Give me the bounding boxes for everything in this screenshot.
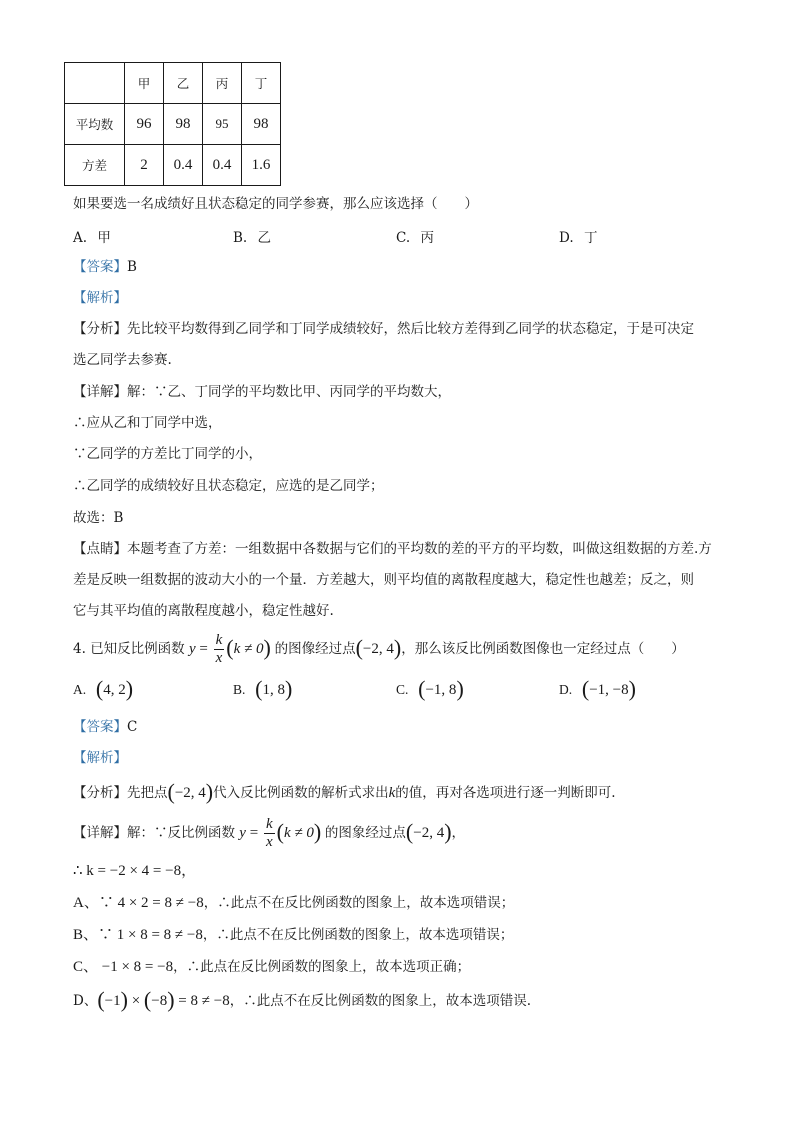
factor: −1 <box>104 993 121 1009</box>
func-eq: = <box>249 824 259 841</box>
check-math: A、∵ 4 × 2 = 8 ≠ −8 <box>73 895 204 911</box>
table-header-cell: 丁 <box>242 63 281 104</box>
q4-option-a: A. (4, 2) <box>73 676 134 701</box>
option-text: −1, −8 <box>589 682 629 698</box>
option-letter: B. <box>233 230 248 246</box>
func-condition: k ≠ 0 <box>233 640 264 657</box>
option-letter: C. <box>396 230 411 246</box>
option-letter: C. <box>396 682 409 697</box>
table-cell: 98 <box>164 104 203 145</box>
q3-option-d <box>559 226 597 246</box>
func-y: y <box>188 640 196 657</box>
table-header-row <box>65 63 281 104</box>
table-row-label: 方差 <box>65 145 125 186</box>
table-row-label: 平均数 <box>65 104 125 145</box>
fenxi-tag: 【分析】 <box>73 785 127 801</box>
table-cell: 96 <box>125 104 164 145</box>
analysis-tag: 【解析】 <box>73 750 127 766</box>
table-cell: 98 <box>242 104 281 145</box>
q4-stem <box>73 632 685 667</box>
option-text: 1, 8 <box>262 682 285 698</box>
fraction-numerator: k <box>265 816 273 832</box>
q3-option-a <box>73 226 111 246</box>
point-value: −2, 4 <box>362 640 394 657</box>
option-letter: A. <box>73 230 88 246</box>
table-corner-cell <box>65 63 125 104</box>
fenxi-text: 代入反比例函数的解析式求出 <box>213 785 389 801</box>
xiangjie-text: 解：∵乙、丁同学的平均数比甲、丙同学的平均数大， <box>127 384 451 400</box>
q3-solution-line: ∴乙同学的成绩较好且状态稳定，应选的是乙同学； <box>73 478 384 494</box>
point-value: −2, 4 <box>413 824 445 841</box>
fraction <box>214 632 225 667</box>
fenxi-text: 先把点 <box>127 785 168 801</box>
check-prefix: D、 <box>73 993 98 1009</box>
fenxi-text: 的值，再对各选项进行逐一判断即可. <box>395 785 616 801</box>
fraction <box>264 816 275 851</box>
q4-xiangjie-line <box>73 816 465 851</box>
answer-tag: 【答案】 <box>73 719 127 735</box>
table-row <box>65 145 281 186</box>
table-header-cell: 丙 <box>203 63 242 104</box>
table-row <box>65 104 281 145</box>
xiangjie-tag: 【详解】 <box>73 384 127 400</box>
q4-k-line: ∴ k = −2 × 4 = −8， <box>73 863 197 879</box>
func-condition: k ≠ 0 <box>283 824 314 841</box>
xiangjie-tag: 【详解】 <box>73 824 127 841</box>
fraction-numerator: k <box>215 632 223 648</box>
check-math: (−1) × (−8) = 8 ≠ −8 <box>97 987 230 1012</box>
check-text: ，∴此点在反比例函数的图象上，故本选项正确； <box>173 959 471 975</box>
point: (−2, 4) <box>167 779 214 804</box>
table-cell: 1.6 <box>242 145 281 186</box>
func-eq: = <box>199 640 208 657</box>
table-cell: 2 <box>125 145 164 186</box>
function-formula: y = $\frac{k}{x}$ (k ≠ 0) <box>188 632 271 666</box>
q4-option-b: B. (1, 8) <box>233 676 293 701</box>
q4-check-a <box>73 893 514 913</box>
table-cell: 95 <box>203 104 242 145</box>
q4-answer <box>73 717 137 737</box>
q3-option-c <box>396 226 434 246</box>
option-text: 甲 <box>97 230 111 246</box>
fenxi-tag: 【分析】 <box>73 321 127 337</box>
times-sign: × <box>127 993 144 1009</box>
point-value: −2, 4 <box>174 785 206 801</box>
fraction-denominator: x <box>215 650 223 666</box>
option-text: 丙 <box>420 230 434 246</box>
answer-tag: 【答案】 <box>73 259 127 275</box>
q4-option-d: D. (−1, −8) <box>559 676 636 701</box>
option-text: 丁 <box>583 230 598 246</box>
option-letter: A. <box>73 682 87 697</box>
punctuation: ， <box>451 824 466 841</box>
variable-k: k <box>388 785 396 801</box>
fenxi-text: 先比较平均数得到乙同学和丁同学成绩较好，然后比较方差得到乙同学的状态稳定，于是可决定 <box>127 321 694 337</box>
dianjing-tag: 【点睛】 <box>73 541 127 557</box>
check-text: ，∴此点不在反比例函数的图象上，故本选项错误. <box>229 993 531 1009</box>
equation-rest: = 8 ≠ −8 <box>174 993 230 1009</box>
q3-answer <box>73 257 137 277</box>
option-letter: D. <box>559 230 574 246</box>
q3-question: 如果要选一名成绩好且状态稳定的同学参赛，那么应该选择（ ） <box>73 196 478 212</box>
option-text: 4, 2 <box>103 682 126 698</box>
q3-analysis-heading <box>73 288 127 308</box>
option-text: −1, 8 <box>425 682 457 698</box>
table-header-cell: 甲 <box>125 63 164 104</box>
q3-dianjing-line-3: 它与其平均值的离散程度越小，稳定性越好. <box>73 603 334 619</box>
table-header-cell: 乙 <box>164 63 203 104</box>
q3-fenxi-line-1 <box>73 319 694 339</box>
q3-solution-line: ∵乙同学的方差比丁同学的小， <box>73 446 262 462</box>
xiangjie-text: 解：∵反比例函数 <box>127 824 235 841</box>
q3-dianjing-line-1 <box>73 539 712 559</box>
check-text: ，∴此点不在反比例函数的图象上，故本选项错误； <box>202 927 514 943</box>
q3-fenxi-line-2: 选乙同学去参赛. <box>73 352 172 368</box>
check-math: C、 −1 × 8 = −8 <box>73 959 174 975</box>
q4-check-c <box>73 957 470 977</box>
stem-text: 的图像经过点 <box>274 640 356 657</box>
table-cell: 0.4 <box>203 145 242 186</box>
analysis-tag: 【解析】 <box>73 290 127 306</box>
q4-analysis-heading <box>73 748 127 768</box>
point: (−2, 4) <box>405 818 452 844</box>
option-text: 乙 <box>257 230 272 246</box>
q3-solution-line: ∴应从乙和丁同学中选， <box>73 415 222 431</box>
q3-dianjing-line-2: 差是反映一组数据的波动大小的一个量．方差越大，则平均值的离散程度越大，稳定性也越差；反之，则 <box>73 572 694 588</box>
stem-text: 已知反比例函数 <box>90 640 185 657</box>
answer-value: C <box>127 719 138 735</box>
q4-fenxi-line <box>73 781 616 804</box>
option-letter: D. <box>559 682 573 697</box>
q3-xiangjie-line-1 <box>73 382 451 402</box>
xiangjie-text: 的图象经过点 <box>324 824 406 841</box>
function-formula: y = $\frac{k}{x}$ (k ≠ 0) <box>239 816 322 850</box>
q3-solution-line: 故选：B <box>73 510 124 526</box>
score-table <box>64 62 281 186</box>
factor: −8 <box>151 993 168 1009</box>
q3-option-b <box>233 226 271 246</box>
check-text: ，∴此点不在反比例函数的图象上，故本选项错误； <box>203 895 515 911</box>
answer-value: B <box>127 259 137 275</box>
check-math: B、∵ 1 × 8 = 8 ≠ −8 <box>73 927 203 943</box>
fraction-denominator: x <box>265 834 273 850</box>
dianjing-text: 本题考查了方差：一组数据中各数据与它们的平均数的差的平方的平均数，叫做这组数据的方差.方 <box>127 541 712 557</box>
option-letter: B. <box>233 682 246 697</box>
q4-option-c: C. (−1, 8) <box>396 676 464 701</box>
point: (−2, 4) <box>355 634 402 660</box>
q4-check-d <box>73 989 531 1012</box>
question-number: 4. <box>73 640 86 657</box>
table-cell: 0.4 <box>164 145 203 186</box>
q4-check-b <box>73 925 513 945</box>
func-y: y <box>239 824 246 841</box>
stem-text: ，那么该反比例函数图像也一定经过点（ ） <box>401 640 685 657</box>
